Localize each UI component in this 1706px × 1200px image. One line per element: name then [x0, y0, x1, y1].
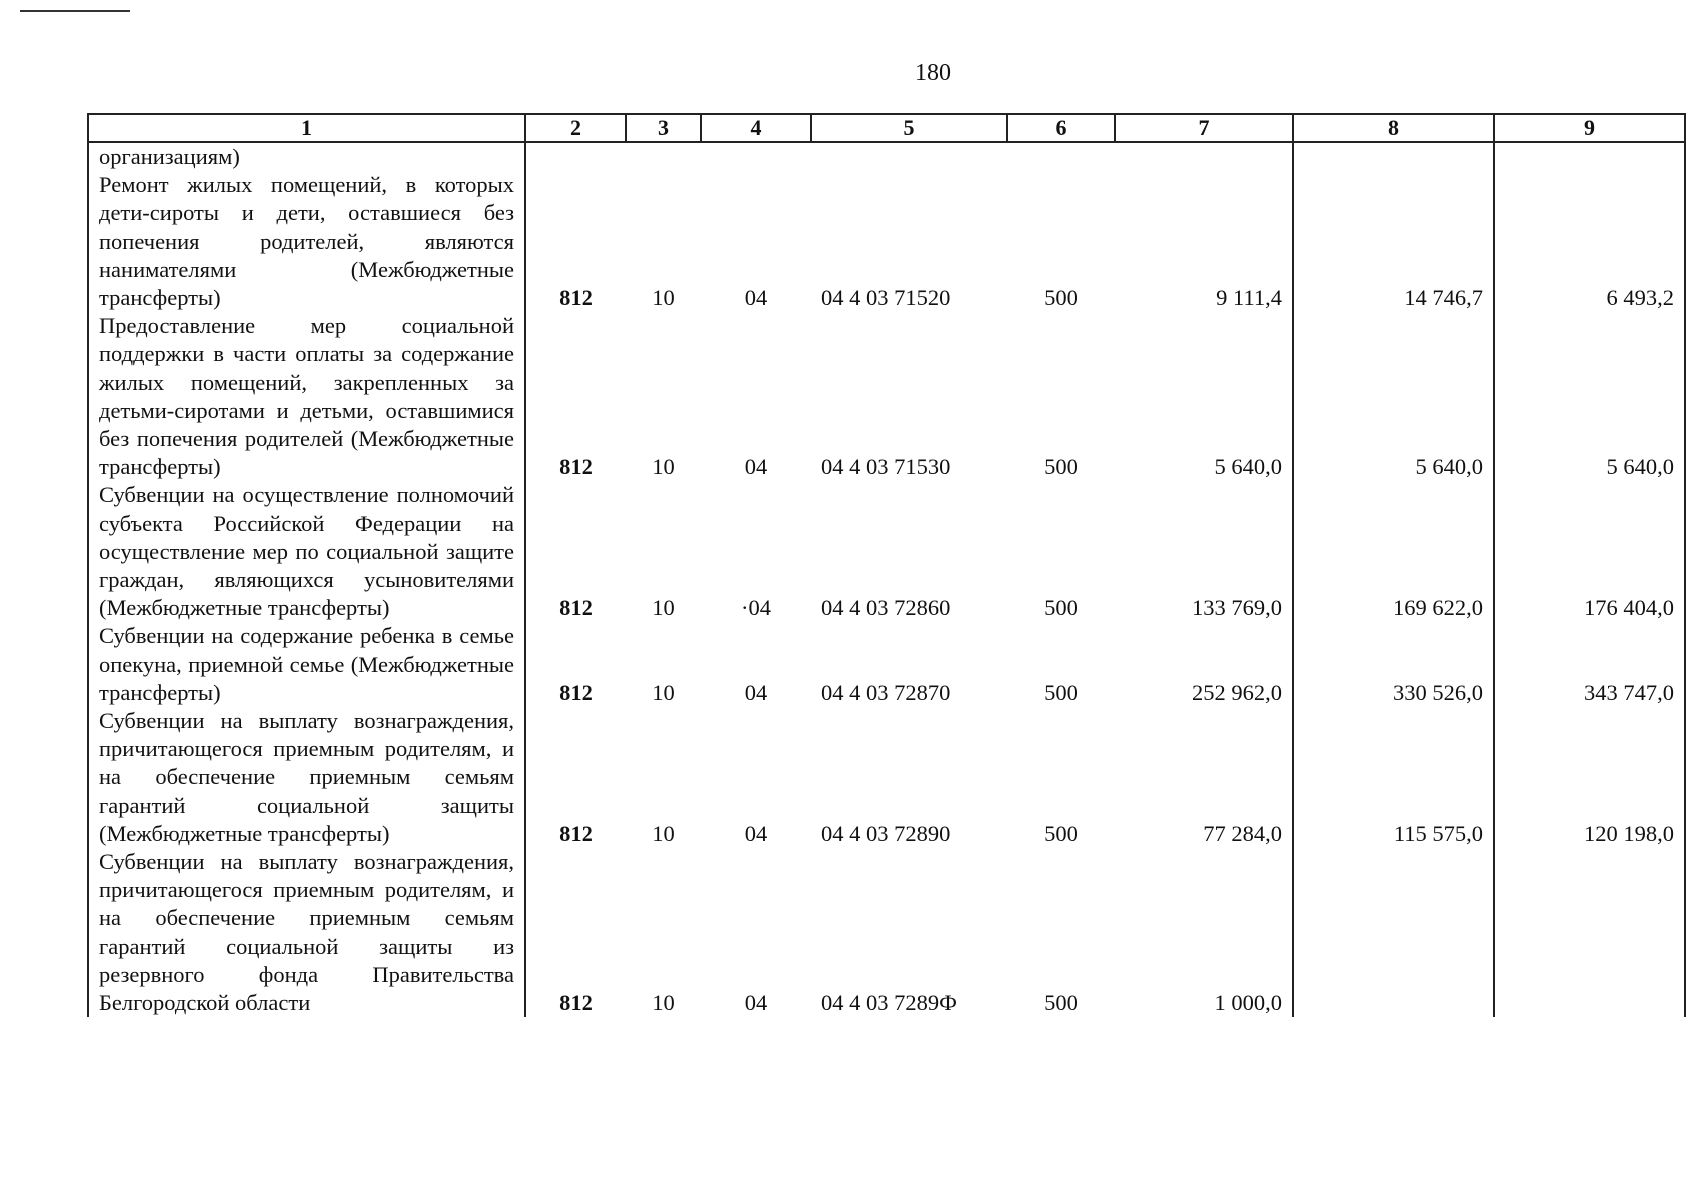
- amount-year-3: 6 493,2: [1494, 142, 1685, 312]
- table-row: [88, 622, 1685, 707]
- code-ministry: 812: [525, 481, 626, 622]
- code-ministry: 812: [525, 142, 626, 312]
- code-expense-type: 500: [1044, 285, 1078, 311]
- continued-text: организациям): [99, 144, 240, 169]
- amount-year-1: 5 640,0: [1115, 312, 1293, 481]
- header-col-3: 3: [626, 114, 701, 142]
- code-expense-type: 500: [1044, 820, 1078, 846]
- row-description: Субвенции на выплату вознаграждения, причитающегося приемным родителям, и на обеспечение приемным семьям гарантий социальной защиты из резервного фонда Правительства Белгородской области: [88, 848, 525, 1017]
- header-col-5: 5: [811, 114, 1007, 142]
- code-target: 04 4 03 7289Ф: [821, 990, 957, 1016]
- code-subsection: 04: [744, 820, 768, 846]
- row-description: Субвенции на выплату вознаграждения, причитающегося приемным родителям, и на обеспечение приемным семьям гарантий социальной защиты (Межбюджетные трансферты): [88, 707, 525, 848]
- amount-year-1: 133 769,0: [1115, 481, 1293, 622]
- code-target: 04 4 03 71520: [821, 285, 951, 311]
- header-col-6: 6: [1007, 114, 1115, 142]
- table-row: [88, 142, 1685, 312]
- header-col-4: 4: [701, 114, 811, 142]
- header-row: [88, 114, 1685, 142]
- table-row: [88, 848, 1685, 1017]
- code-target: 04 4 03 72870: [821, 679, 951, 705]
- code-subsection: 04: [744, 990, 768, 1016]
- amount-year-2: 5 640,0: [1293, 312, 1494, 481]
- code-ministry: 812: [525, 312, 626, 481]
- code-section: 10: [652, 285, 675, 311]
- amount-year-3: [1494, 848, 1685, 1017]
- code-subsection: 04: [744, 285, 768, 311]
- table-row: [88, 481, 1685, 622]
- code-section: 10: [652, 679, 675, 705]
- code-section: 10: [652, 990, 675, 1016]
- code-subsection: 04: [744, 454, 768, 480]
- code-section: 10: [652, 820, 675, 846]
- amount-year-2: 330 526,0: [1293, 622, 1494, 707]
- code-ministry: 812: [525, 707, 626, 848]
- code-target: 04 4 03 72890: [821, 820, 951, 846]
- header-col-9: 9: [1494, 114, 1685, 142]
- code-expense-type: 500: [1044, 454, 1078, 480]
- header-col-8: 8: [1293, 114, 1494, 142]
- description-text: Ремонт жилых помещений, в которых дети-сироты и дети, оставшиеся без попечения родителей, являются нанимателями (Межбюджетные трансферты): [99, 172, 514, 311]
- code-section: 10: [652, 454, 675, 480]
- amount-year-2: 115 575,0: [1293, 707, 1494, 848]
- code-expense-type: 500: [1044, 679, 1078, 705]
- page-number: 180: [915, 60, 951, 86]
- header-col-1: 1: [88, 114, 525, 142]
- code-expense-type: 500: [1044, 595, 1078, 621]
- code-section: 10: [652, 595, 675, 621]
- code-subsection: 04: [744, 679, 768, 705]
- amount-year-3: 5 640,0: [1494, 312, 1685, 481]
- row-description: Субвенции на осуществление полномочий субъекта Российской Федерации на осуществление мер по социальной защите граждан, являющихся усыновителями (Межбюджетные трансферты): [88, 481, 525, 622]
- amount-year-1: 252 962,0: [1115, 622, 1293, 707]
- header-col-7: 7: [1115, 114, 1293, 142]
- code-expense-type: 500: [1044, 990, 1078, 1016]
- code-subsection: ·04: [741, 595, 771, 621]
- code-ministry: 812: [525, 622, 626, 707]
- amount-year-2: 169 622,0: [1293, 481, 1494, 622]
- row-description: [88, 142, 525, 312]
- code-ministry: 812: [525, 848, 626, 1017]
- amount-year-2: [1293, 848, 1494, 1017]
- table-row: [88, 312, 1685, 481]
- amount-year-3: 120 198,0: [1494, 707, 1685, 848]
- amount-year-1: 9 111,4: [1115, 142, 1293, 312]
- code-target: 04 4 03 72860: [821, 595, 951, 621]
- row-description: Субвенции на содержание ребенка в семье опекуна, приемной семье (Межбюджетные трансферты): [88, 622, 525, 707]
- code-target: 04 4 03 71530: [821, 454, 951, 480]
- amount-year-1: 1 000,0: [1115, 848, 1293, 1017]
- amount-year-3: 176 404,0: [1494, 481, 1685, 622]
- amount-year-2: 14 746,7: [1293, 142, 1494, 312]
- header-col-2: 2: [525, 114, 626, 142]
- top-left-rule: [20, 10, 130, 12]
- row-description: Предоставление мер социальной поддержки в части оплаты за содержание жилых помещений, закрепленных за детьми-сиротами и детьми, оставшимися без попечения родителей (Межбюджетные трансферты): [88, 312, 525, 481]
- amount-year-3: 343 747,0: [1494, 622, 1685, 707]
- budget-table: [87, 113, 1686, 1017]
- table-row: [88, 707, 1685, 848]
- amount-year-1: 77 284,0: [1115, 707, 1293, 848]
